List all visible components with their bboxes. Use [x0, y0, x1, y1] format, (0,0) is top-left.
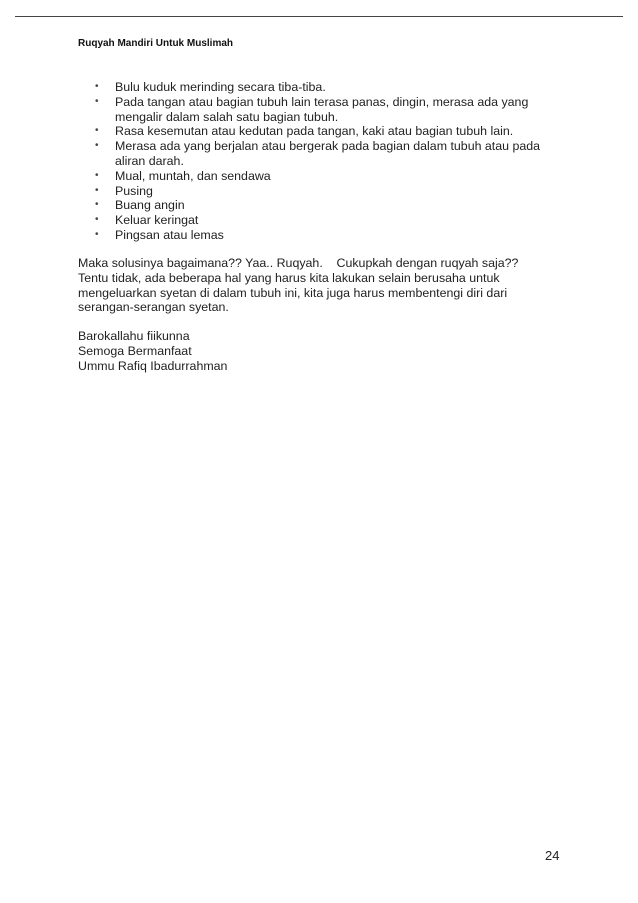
list-item-text: Buang angin	[115, 198, 185, 213]
paragraph-line: mengeluarkan syetan di dalam tubuh ini, kita juga harus membentengi diri dari	[78, 285, 508, 300]
bullet-icon: •	[95, 214, 99, 226]
bullet-icon: •	[95, 125, 99, 137]
list-item-text: Merasa ada yang berjalan atau bergerak pada bagian dalam tubuh atau pada aliran darah.	[115, 139, 541, 168]
running-header-title: Ruqyah Mandiri Untuk Muslimah	[78, 38, 234, 49]
bullet-icon: •	[95, 228, 99, 240]
list-item-text: Pada tangan atau bagian tubuh lain terasa panas, dingin, merasa ada yang mengalir dalam salah satu bagian tubuh.	[115, 94, 529, 124]
page-number: 24	[545, 848, 560, 863]
list-item	[95, 139, 565, 169]
list-item	[95, 184, 565, 199]
list-item-text: Mual, muntah, dan sendawa	[115, 168, 271, 183]
closing-wish: Semoga Bermanfaat	[78, 343, 192, 358]
paragraph-line: Maka solusinya bagaimana?? Yaa.. Ruqyah. Cukupkah dengan ruqyah saja??	[78, 256, 519, 270]
list-item-text: Rasa kesemutan atau kedutan pada tangan, kaki atau bagian tubuh lain.	[115, 124, 514, 139]
bullet-icon: •	[95, 169, 99, 181]
author-name: Ummu Rafiq Ibadurrahman	[78, 358, 228, 373]
paragraph-line: serangan-serangan syetan.	[78, 300, 229, 315]
bullet-icon: •	[95, 140, 99, 152]
list-item	[95, 124, 565, 139]
list-item	[95, 95, 565, 125]
list-item	[95, 198, 565, 213]
list-item-text: Bulu kuduk merinding secara tiba-tiba.	[115, 80, 326, 94]
list-item-text: Pingsan atau lemas	[115, 227, 224, 242]
list-item	[95, 80, 565, 95]
list-item-text: Pusing	[115, 183, 153, 198]
symptom-list	[95, 80, 565, 243]
list-item-text: Keluar keringat	[115, 213, 199, 228]
bullet-icon: •	[95, 95, 99, 107]
solution-paragraph	[78, 256, 558, 315]
list-item	[95, 213, 565, 228]
bullet-icon: •	[95, 81, 99, 92]
bullet-icon: •	[95, 199, 99, 211]
closing-greeting: Barokallahu fiikunna	[78, 329, 190, 343]
closing-block	[78, 329, 558, 373]
paragraph-line: Tentu tidak, ada beberapa hal yang harus kita lakukan selain berusaha untuk	[78, 270, 500, 285]
list-item	[95, 169, 565, 184]
header-rule	[15, 16, 623, 17]
bullet-icon: •	[95, 184, 99, 196]
list-item	[95, 228, 565, 243]
